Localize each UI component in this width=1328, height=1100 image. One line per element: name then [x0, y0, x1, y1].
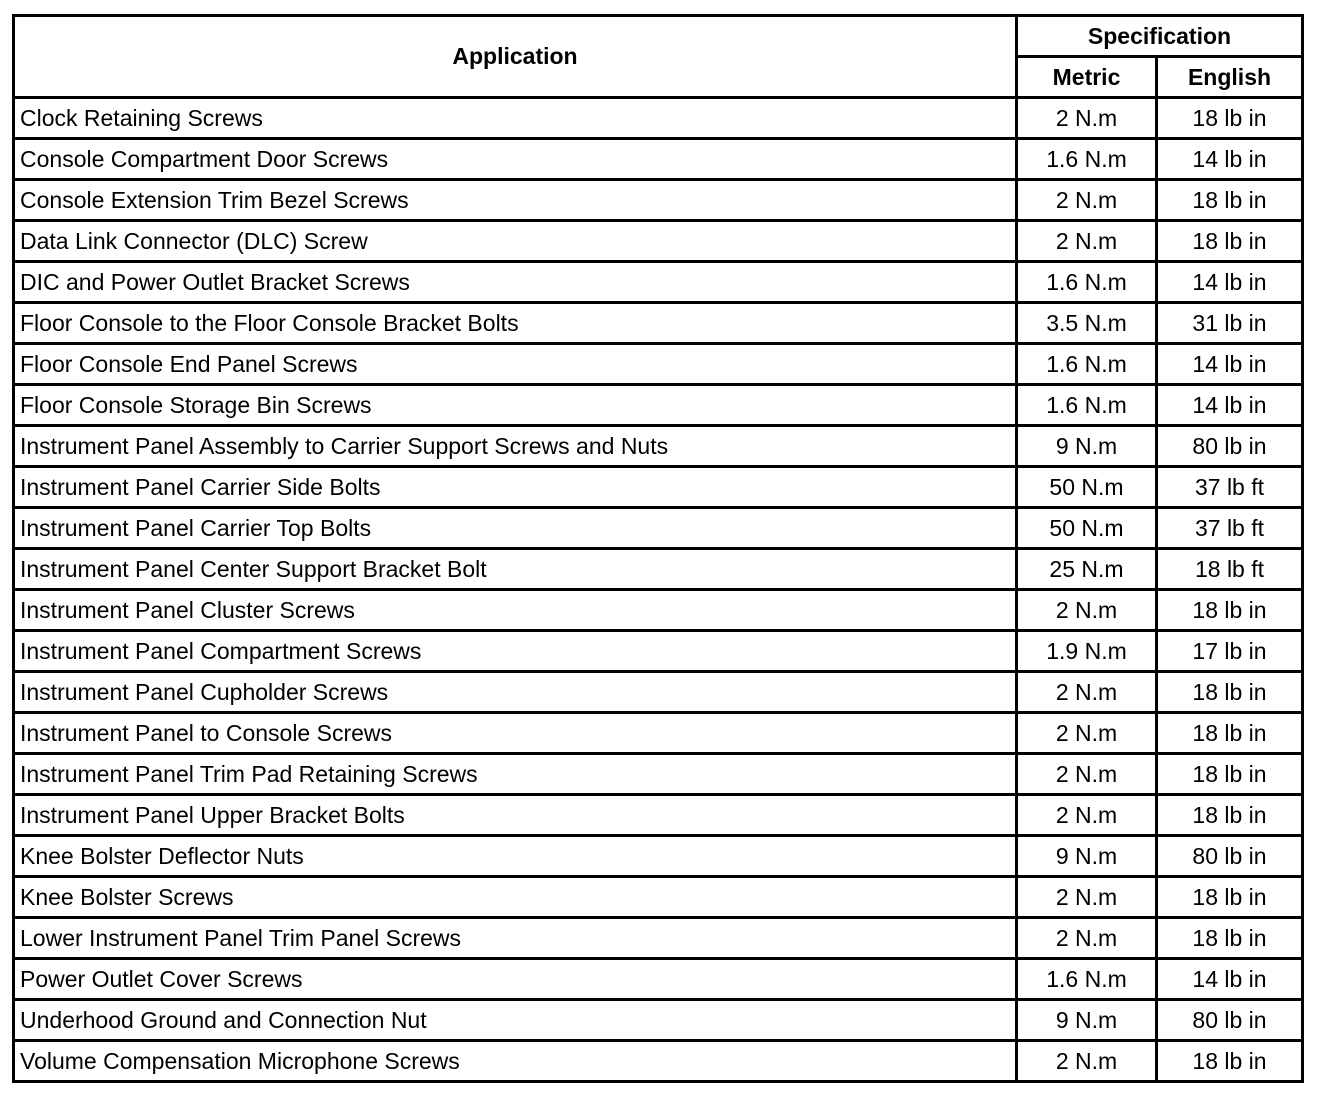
application-cell: Instrument Panel Carrier Top Bolts [14, 508, 1017, 549]
english-cell: 14 lb in [1157, 959, 1303, 1000]
specification-group-header: Specification [1017, 16, 1303, 57]
table-row [14, 549, 1303, 590]
table-row [14, 918, 1303, 959]
application-cell: Knee Bolster Deflector Nuts [14, 836, 1017, 877]
application-cell: Clock Retaining Screws [14, 98, 1017, 139]
english-cell: 17 lb in [1157, 631, 1303, 672]
fastener-specification-table [12, 14, 1304, 1083]
english-cell: 18 lb in [1157, 754, 1303, 795]
application-cell: Console Compartment Door Screws [14, 139, 1017, 180]
metric-cell: 3.5 N.m [1017, 303, 1157, 344]
metric-cell: 1.6 N.m [1017, 139, 1157, 180]
application-cell: Data Link Connector (DLC) Screw [14, 221, 1017, 262]
application-cell: Floor Console Storage Bin Screws [14, 385, 1017, 426]
application-cell: Instrument Panel to Console Screws [14, 713, 1017, 754]
metric-cell: 1.6 N.m [1017, 262, 1157, 303]
english-cell: 18 lb ft [1157, 549, 1303, 590]
english-column-header: English [1157, 57, 1303, 98]
english-cell: 18 lb in [1157, 1041, 1303, 1082]
table-row [14, 836, 1303, 877]
metric-column-header: Metric [1017, 57, 1157, 98]
application-cell: Knee Bolster Screws [14, 877, 1017, 918]
application-cell: Instrument Panel Upper Bracket Bolts [14, 795, 1017, 836]
metric-cell: 9 N.m [1017, 426, 1157, 467]
application-cell: Power Outlet Cover Screws [14, 959, 1017, 1000]
english-cell: 18 lb in [1157, 918, 1303, 959]
table-row [14, 959, 1303, 1000]
metric-cell: 1.6 N.m [1017, 959, 1157, 1000]
application-cell: Instrument Panel Carrier Side Bolts [14, 467, 1017, 508]
english-cell: 14 lb in [1157, 139, 1303, 180]
table-row [14, 508, 1303, 549]
application-cell: Underhood Ground and Connection Nut [14, 1000, 1017, 1041]
english-cell: 18 lb in [1157, 98, 1303, 139]
table-row [14, 631, 1303, 672]
metric-cell: 2 N.m [1017, 877, 1157, 918]
metric-cell: 2 N.m [1017, 754, 1157, 795]
metric-cell: 25 N.m [1017, 549, 1157, 590]
application-cell: Instrument Panel Center Support Bracket Bolt [14, 549, 1017, 590]
english-cell: 37 lb ft [1157, 467, 1303, 508]
english-cell: 18 lb in [1157, 877, 1303, 918]
table-row [14, 795, 1303, 836]
metric-cell: 1.9 N.m [1017, 631, 1157, 672]
metric-cell: 50 N.m [1017, 467, 1157, 508]
table-row [14, 672, 1303, 713]
english-cell: 14 lb in [1157, 385, 1303, 426]
application-cell: Lower Instrument Panel Trim Panel Screws [14, 918, 1017, 959]
metric-cell: 2 N.m [1017, 1041, 1157, 1082]
metric-cell: 2 N.m [1017, 98, 1157, 139]
metric-cell: 9 N.m [1017, 1000, 1157, 1041]
table-row [14, 98, 1303, 139]
table-header [14, 16, 1303, 98]
metric-cell: 2 N.m [1017, 795, 1157, 836]
metric-cell: 2 N.m [1017, 713, 1157, 754]
english-cell: 18 lb in [1157, 713, 1303, 754]
table-row [14, 1041, 1303, 1082]
table-row [14, 467, 1303, 508]
application-column-header: Application [14, 16, 1017, 98]
table-row [14, 754, 1303, 795]
metric-cell: 9 N.m [1017, 836, 1157, 877]
table-row [14, 1000, 1303, 1041]
application-cell: Instrument Panel Trim Pad Retaining Screws [14, 754, 1017, 795]
english-cell: 80 lb in [1157, 836, 1303, 877]
application-cell: Instrument Panel Cupholder Screws [14, 672, 1017, 713]
application-cell: Floor Console to the Floor Console Bracket Bolts [14, 303, 1017, 344]
english-cell: 18 lb in [1157, 795, 1303, 836]
table-row [14, 877, 1303, 918]
english-cell: 18 lb in [1157, 221, 1303, 262]
english-cell: 80 lb in [1157, 1000, 1303, 1041]
table-row [14, 262, 1303, 303]
english-cell: 80 lb in [1157, 426, 1303, 467]
application-cell: Instrument Panel Compartment Screws [14, 631, 1017, 672]
application-cell: Console Extension Trim Bezel Screws [14, 180, 1017, 221]
english-cell: 18 lb in [1157, 180, 1303, 221]
table-row [14, 385, 1303, 426]
english-cell: 37 lb ft [1157, 508, 1303, 549]
metric-cell: 2 N.m [1017, 672, 1157, 713]
metric-cell: 2 N.m [1017, 918, 1157, 959]
table-row [14, 344, 1303, 385]
english-cell: 14 lb in [1157, 344, 1303, 385]
application-cell: Instrument Panel Assembly to Carrier Support Screws and Nuts [14, 426, 1017, 467]
header-row-top [14, 16, 1303, 57]
application-cell: Instrument Panel Cluster Screws [14, 590, 1017, 631]
table-row [14, 590, 1303, 631]
english-cell: 18 lb in [1157, 590, 1303, 631]
table-row [14, 713, 1303, 754]
english-cell: 18 lb in [1157, 672, 1303, 713]
table-row [14, 426, 1303, 467]
table-row [14, 180, 1303, 221]
metric-cell: 2 N.m [1017, 221, 1157, 262]
application-cell: Volume Compensation Microphone Screws [14, 1041, 1017, 1082]
application-cell: Floor Console End Panel Screws [14, 344, 1017, 385]
metric-cell: 1.6 N.m [1017, 344, 1157, 385]
metric-cell: 1.6 N.m [1017, 385, 1157, 426]
english-cell: 14 lb in [1157, 262, 1303, 303]
table-row [14, 221, 1303, 262]
metric-cell: 2 N.m [1017, 180, 1157, 221]
metric-cell: 50 N.m [1017, 508, 1157, 549]
table-body [14, 98, 1303, 1082]
english-cell: 31 lb in [1157, 303, 1303, 344]
metric-cell: 2 N.m [1017, 590, 1157, 631]
table-row [14, 303, 1303, 344]
application-cell: DIC and Power Outlet Bracket Screws [14, 262, 1017, 303]
table-row [14, 139, 1303, 180]
